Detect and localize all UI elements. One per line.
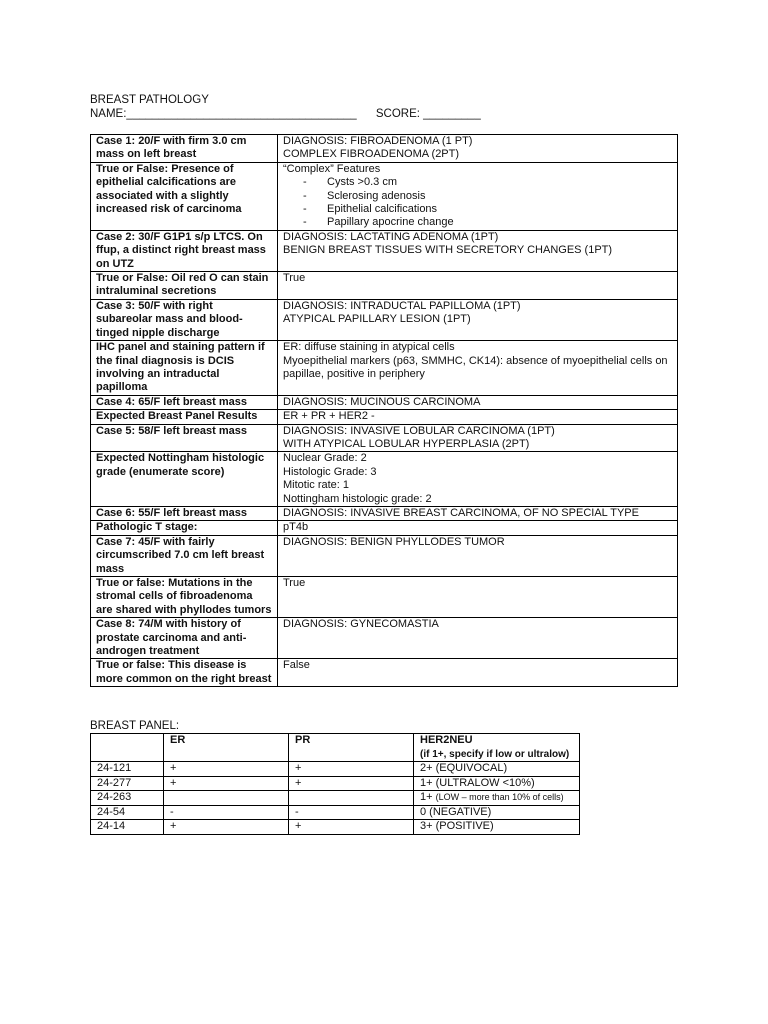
answer-cell bbox=[278, 424, 678, 452]
panel-cell-pr: + bbox=[289, 776, 414, 791]
answer-line: COMPLEX FIBROADENOMA (2PT) bbox=[283, 148, 460, 161]
answer-cell bbox=[278, 162, 678, 230]
panel-row bbox=[91, 820, 580, 835]
answer-line: DIAGNOSIS: INVASIVE BREAST CARCINOMA, OF NO SPECIAL TYPE bbox=[283, 506, 639, 519]
list-item: - Epithelial calcifications bbox=[303, 203, 672, 216]
table-row bbox=[91, 299, 678, 340]
table-row bbox=[91, 395, 678, 409]
panel-cell-her2 bbox=[414, 791, 580, 806]
table-row bbox=[91, 272, 678, 300]
panel-cell-pr: + bbox=[289, 762, 414, 777]
answer-cell bbox=[278, 535, 678, 576]
question-cell: Case 6: 55/F left breast mass bbox=[91, 506, 278, 520]
question-cell: IHC panel and staining pattern if the final diagnosis is DCIS involving an intraductal papilloma bbox=[91, 341, 278, 396]
panel-header-her2 bbox=[414, 734, 580, 762]
answer-line: DIAGNOSIS: BENIGN PHYLLODES TUMOR bbox=[283, 535, 505, 548]
answer-cell bbox=[278, 506, 678, 520]
panel-cell-her2 bbox=[414, 776, 580, 791]
answer-cell bbox=[278, 452, 678, 507]
answer-key-table bbox=[90, 134, 678, 687]
panel-cell-her2 bbox=[414, 762, 580, 777]
her2-result: 0 (NEGATIVE) bbox=[420, 805, 492, 818]
answer-line: Histologic Grade: 3 bbox=[283, 465, 377, 478]
table-row bbox=[91, 135, 678, 163]
panel-header-er: ER bbox=[164, 734, 289, 762]
answer-cell bbox=[278, 577, 678, 618]
answer-cell bbox=[278, 395, 678, 409]
breast-panel-title: BREAST PANEL: bbox=[90, 720, 180, 732]
table-row bbox=[91, 424, 678, 452]
answer-line: Nuclear Grade: 2 bbox=[283, 452, 367, 465]
table-row bbox=[91, 410, 678, 424]
answer-line: “Complex” Features bbox=[283, 162, 381, 175]
table-row bbox=[91, 618, 678, 659]
panel-cell-er: - bbox=[164, 805, 289, 820]
answer-cell bbox=[278, 521, 678, 535]
panel-header-case bbox=[91, 734, 164, 762]
question-cell: Case 7: 45/F with fairly circumscribed 7.0 cm left breast mass bbox=[91, 535, 278, 576]
question-cell: Case 1: 20/F with firm 3.0 cm mass on left breast bbox=[91, 135, 278, 163]
panel-cell-id: 24-263 bbox=[91, 791, 164, 806]
her2-note: (LOW – more than 10% of cells) bbox=[435, 792, 564, 802]
panel-cell-er: + bbox=[164, 762, 289, 777]
document-header bbox=[90, 93, 481, 121]
panel-cell-er: + bbox=[164, 776, 289, 791]
answer-cell bbox=[278, 341, 678, 396]
table-row bbox=[91, 341, 678, 396]
question-cell: True or false: Mutations in the stromal cells of fibroadenoma are shared with phyllodes tumors bbox=[91, 577, 278, 618]
answer-line: ER + PR + HER2 - bbox=[283, 410, 375, 423]
answer-line: DIAGNOSIS: INVASIVE LOBULAR CARCINOMA (1PT) bbox=[283, 424, 555, 437]
panel-header-pr: PR bbox=[289, 734, 414, 762]
her2-result: 1+ (ULTRALOW <10%) bbox=[420, 776, 535, 789]
answer-line: ATYPICAL PAPILLARY LESION (1PT) bbox=[283, 313, 471, 326]
answer-cell bbox=[278, 272, 678, 300]
table-row bbox=[91, 452, 678, 507]
her2-result: 3+ (POSITIVE) bbox=[420, 820, 494, 832]
question-cell: Case 3: 50/F with right subareolar mass and blood-tinged nipple discharge bbox=[91, 299, 278, 340]
answer-cell bbox=[278, 135, 678, 163]
panel-row bbox=[91, 776, 580, 791]
her2-result: 1+ bbox=[420, 791, 436, 803]
question-cell: Expected Breast Panel Results bbox=[91, 410, 278, 424]
panel-header-row bbox=[91, 734, 580, 762]
name-score-line bbox=[90, 107, 481, 121]
panel-row bbox=[91, 791, 580, 806]
table-row bbox=[91, 506, 678, 520]
breast-panel-table bbox=[90, 733, 580, 835]
answer-cell bbox=[278, 410, 678, 424]
table-row bbox=[91, 230, 678, 271]
table-row bbox=[91, 577, 678, 618]
question-cell: Expected Nottingham histologic grade (enumerate score) bbox=[91, 452, 278, 507]
answer-line: DIAGNOSIS: FIBROADENOMA (1 PT) bbox=[283, 135, 473, 147]
answer-line: BENIGN BREAST TISSUES WITH SECRETORY CHANGES (1PT) bbox=[283, 244, 613, 257]
answer-cell bbox=[278, 659, 678, 687]
answer-line: Myoepithelial markers (p63, SMMHC, CK14): absence of myoepithelial cells on papillae, positive in periphery bbox=[283, 354, 668, 380]
name-field-label: NAME:____________________________________ bbox=[90, 108, 357, 120]
answer-line: Mitotic rate: 1 bbox=[283, 479, 350, 492]
question-cell: Case 8: 74/M with history of prostate carcinoma and anti-androgen treatment bbox=[91, 618, 278, 659]
panel-cell-id: 24-54 bbox=[91, 805, 164, 820]
panel-cell-pr: - bbox=[289, 805, 414, 820]
panel-row bbox=[91, 762, 580, 777]
answer-cell bbox=[278, 618, 678, 659]
answer-line: DIAGNOSIS: GYNECOMASTIA bbox=[283, 618, 439, 631]
table-row bbox=[91, 535, 678, 576]
list-item: - Sclerosing adenosis bbox=[303, 190, 672, 203]
answer-line: pT4b bbox=[283, 521, 309, 534]
question-cell: True or False: Oil red O can stain intraluminal secretions bbox=[91, 272, 278, 300]
document-title: BREAST PATHOLOGY bbox=[90, 94, 209, 106]
answer-line: False bbox=[283, 659, 310, 672]
her2-header-note: (if 1+, specify if low or ultralow) bbox=[420, 748, 570, 760]
answer-line: WITH ATYPICAL LOBULAR HYPERPLASIA (2PT) bbox=[283, 437, 530, 450]
panel-cell-id: 24-277 bbox=[91, 776, 164, 791]
list-item: - Papillary apocrine change bbox=[303, 216, 672, 229]
answer-line: ER: diffuse staining in atypical cells bbox=[283, 341, 455, 354]
question-cell: Pathologic T stage: bbox=[91, 521, 278, 535]
question-cell: Case 2: 30/F G1P1 s/p LTCS. On ffup, a distinct right breast mass on UTZ bbox=[91, 230, 278, 271]
answer-line: DIAGNOSIS: LACTATING ADENOMA (1PT) bbox=[283, 230, 499, 243]
panel-cell-id: 24-14 bbox=[91, 820, 164, 835]
table-row bbox=[91, 659, 678, 687]
answer-line: True bbox=[283, 272, 306, 285]
her2-header-label: HER2NEU bbox=[420, 734, 473, 746]
panel-cell-her2 bbox=[414, 820, 580, 835]
her2-result: 2+ (EQUIVOCAL) bbox=[420, 762, 508, 774]
table-row bbox=[91, 521, 678, 535]
table-row bbox=[91, 162, 678, 230]
question-cell: Case 4: 65/F left breast mass bbox=[91, 395, 278, 409]
answer-line: Nottingham histologic grade: 2 bbox=[283, 492, 432, 505]
panel-cell-er bbox=[164, 791, 289, 806]
panel-cell-her2 bbox=[414, 805, 580, 820]
panel-cell-pr: + bbox=[289, 820, 414, 835]
answer-cell bbox=[278, 230, 678, 271]
panel-cell-er: + bbox=[164, 820, 289, 835]
list-item: - Cysts >0.3 cm bbox=[303, 176, 672, 189]
question-cell: True or false: This disease is more common on the right breast bbox=[91, 659, 278, 687]
answer-line: DIAGNOSIS: INTRADUCTAL PAPILLOMA (1PT) bbox=[283, 299, 521, 312]
panel-row bbox=[91, 805, 580, 820]
panel-cell-pr bbox=[289, 791, 414, 806]
question-cell: Case 5: 58/F left breast mass bbox=[91, 424, 278, 452]
panel-cell-id: 24-121 bbox=[91, 762, 164, 777]
answer-line: DIAGNOSIS: MUCINOUS CARCINOMA bbox=[283, 395, 481, 408]
question-cell: True or False: Presence of epithelial calcifications are associated with a slightly increased risk of carcinoma bbox=[91, 162, 278, 230]
answer-line: True bbox=[283, 577, 306, 589]
score-field-label: SCORE: _________ bbox=[375, 108, 481, 120]
feature-list bbox=[283, 176, 672, 230]
answer-cell bbox=[278, 299, 678, 340]
